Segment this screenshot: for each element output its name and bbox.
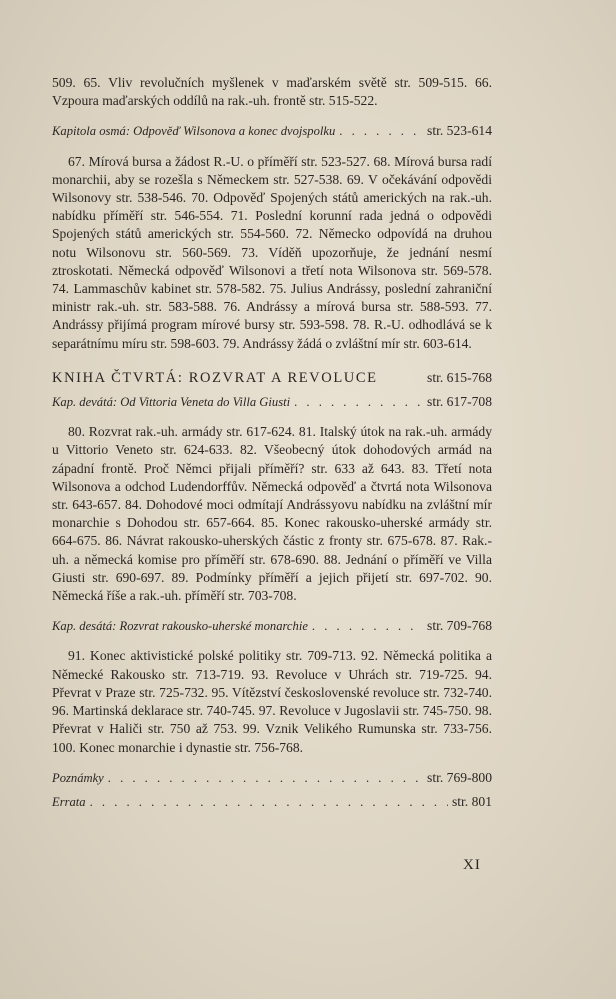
chapter-title: Kap. desátá: Rozvrat rakousko-uherské monarchie — [52, 619, 308, 634]
chapter-title: Kap. devátá: Od Vittoria Veneta do Villa Giusti — [52, 395, 291, 410]
notes-label: Poznámky — [52, 770, 104, 785]
errata-entry — [52, 793, 492, 811]
section-paragraph: 509. 65. Vliv revolučních myšlenek v maďarském světě str. 509-515. 66. Vzpoura maďarských oddílů na rak.-uh. frontě str. 515-522. — [52, 75, 492, 109]
notes-entry — [52, 769, 492, 787]
section-paragraph: 67. Mírová bursa a žádost R.-U. o příměří str. 523-527. 68. Mírová bursa radí monarchii, aby se rozešla s Německem str. 527-538. 69. V očekávání odpovědi Wilsonovy str. 538-546. 70. Odpověď Spojených států amerických na rak.-uh. nabídku příměří str. 546-554. 71. Poslední korunní rada jedná o odpovědi Spojených států amerických str. 554-560. 72. Německo odpovídá na druhou notu Wilsonovu str. 560-569. 73. Víděň upozorňuje, že jednání nesmí ztroskotati. Německá odpověď Wilsonovi a třetí nota Wilsonova str. 569-578. 74. Lammaschův kabinet str. 578-582. 75. Julius Andrássy, poslední zahraniční ministr rak.-uh. str. 583-588. 76. Andrássy a mírová bursa str. 588-593. 77. Andrássy přijímá program mírové bursy str. 593-598. 78. R.-U. odhodlává se k separátnímu míru str. 598-603. 79. Andrássy žádá o zvláštní mír str. 603-614. — [52, 153, 492, 351]
book-title: KNIHA ČTVRTÁ: ROZVRAT A REVOLUCE — [52, 369, 378, 386]
section-paragraph: 91. Konec aktivistické polské politiky str. 709-713. 92. Německá politika a Německé Rakousko str. 713-719. 93. Revoluce v Uhrách str. 719-725. 94. Převrat v Praze str. 725-732. 95. Vítězství československé revoluce str. 732-740. 96. Martinská deklarace str. 740-745. 97. Revoluce v Jugoslavii str. 745-750. 98. Převrat v Haliči str. 750 až 753. 99. Vznik Velikého Rumunska str. 733-756. 100. Konec monarchie i dynastie str. 756-768. — [52, 648, 492, 755]
table-of-contents — [52, 74, 492, 811]
dot-leader — [90, 793, 448, 811]
chapter-heading — [52, 393, 492, 411]
dot-leader — [294, 393, 423, 411]
chapter-pages: str. 709-768 — [427, 618, 492, 634]
chapter-title: Kapitola osmá: Odpověď Wilsonova a konec dvojspolku — [52, 124, 336, 139]
notes-pages: str. 769-800 — [427, 769, 492, 785]
chapter-heading — [52, 122, 492, 140]
section-paragraph: 80. Rozvrat rak.-uh. armády str. 617-624. 81. Italský útok na rak.-uh. armády u Vittorio Veneto str. 624-633. 82. Všeobecný útok dohodových armád na západní frontě. Proč Němci přijali příměří? str. 633 až 643. 83. Třetí nota Wilsonova a odchod Ludendorffův. Německá odpověď a čtvrtá nota Wilsonova str. 643-657. 84. Dohodové moci odmítají Andrássyovu nabídku na zvláštní mír monarchie s Dohodou str. 657-664. 85. Konec rakousko-uherské armády str. 664-675. 86. Návrat rakousko-uherských částic z fronty str. 675-678. 87. Rak.-uh. a německá komise pro příměří str. 678-690. 88. Jednání o příměří ve Villa Giusti str. 690-697. 89. Podmínky příměří a jejich přijetí str. 697-702. 90. Německá říše a rak.-uh. příměří str. 703-708. — [52, 424, 492, 604]
dot-leader — [312, 617, 423, 635]
errata-label: Errata — [52, 794, 86, 809]
errata-pages: str. 801 — [451, 793, 492, 809]
chapter-pages: str. 617-708 — [427, 394, 492, 410]
dot-leader — [339, 122, 423, 140]
book-heading — [52, 369, 492, 387]
book-pages: str. 615-768 — [427, 369, 492, 385]
page-number: XI — [463, 857, 481, 873]
chapter-heading — [52, 617, 492, 635]
dot-leader — [108, 769, 423, 787]
chapter-pages: str. 523-614 — [427, 123, 492, 139]
